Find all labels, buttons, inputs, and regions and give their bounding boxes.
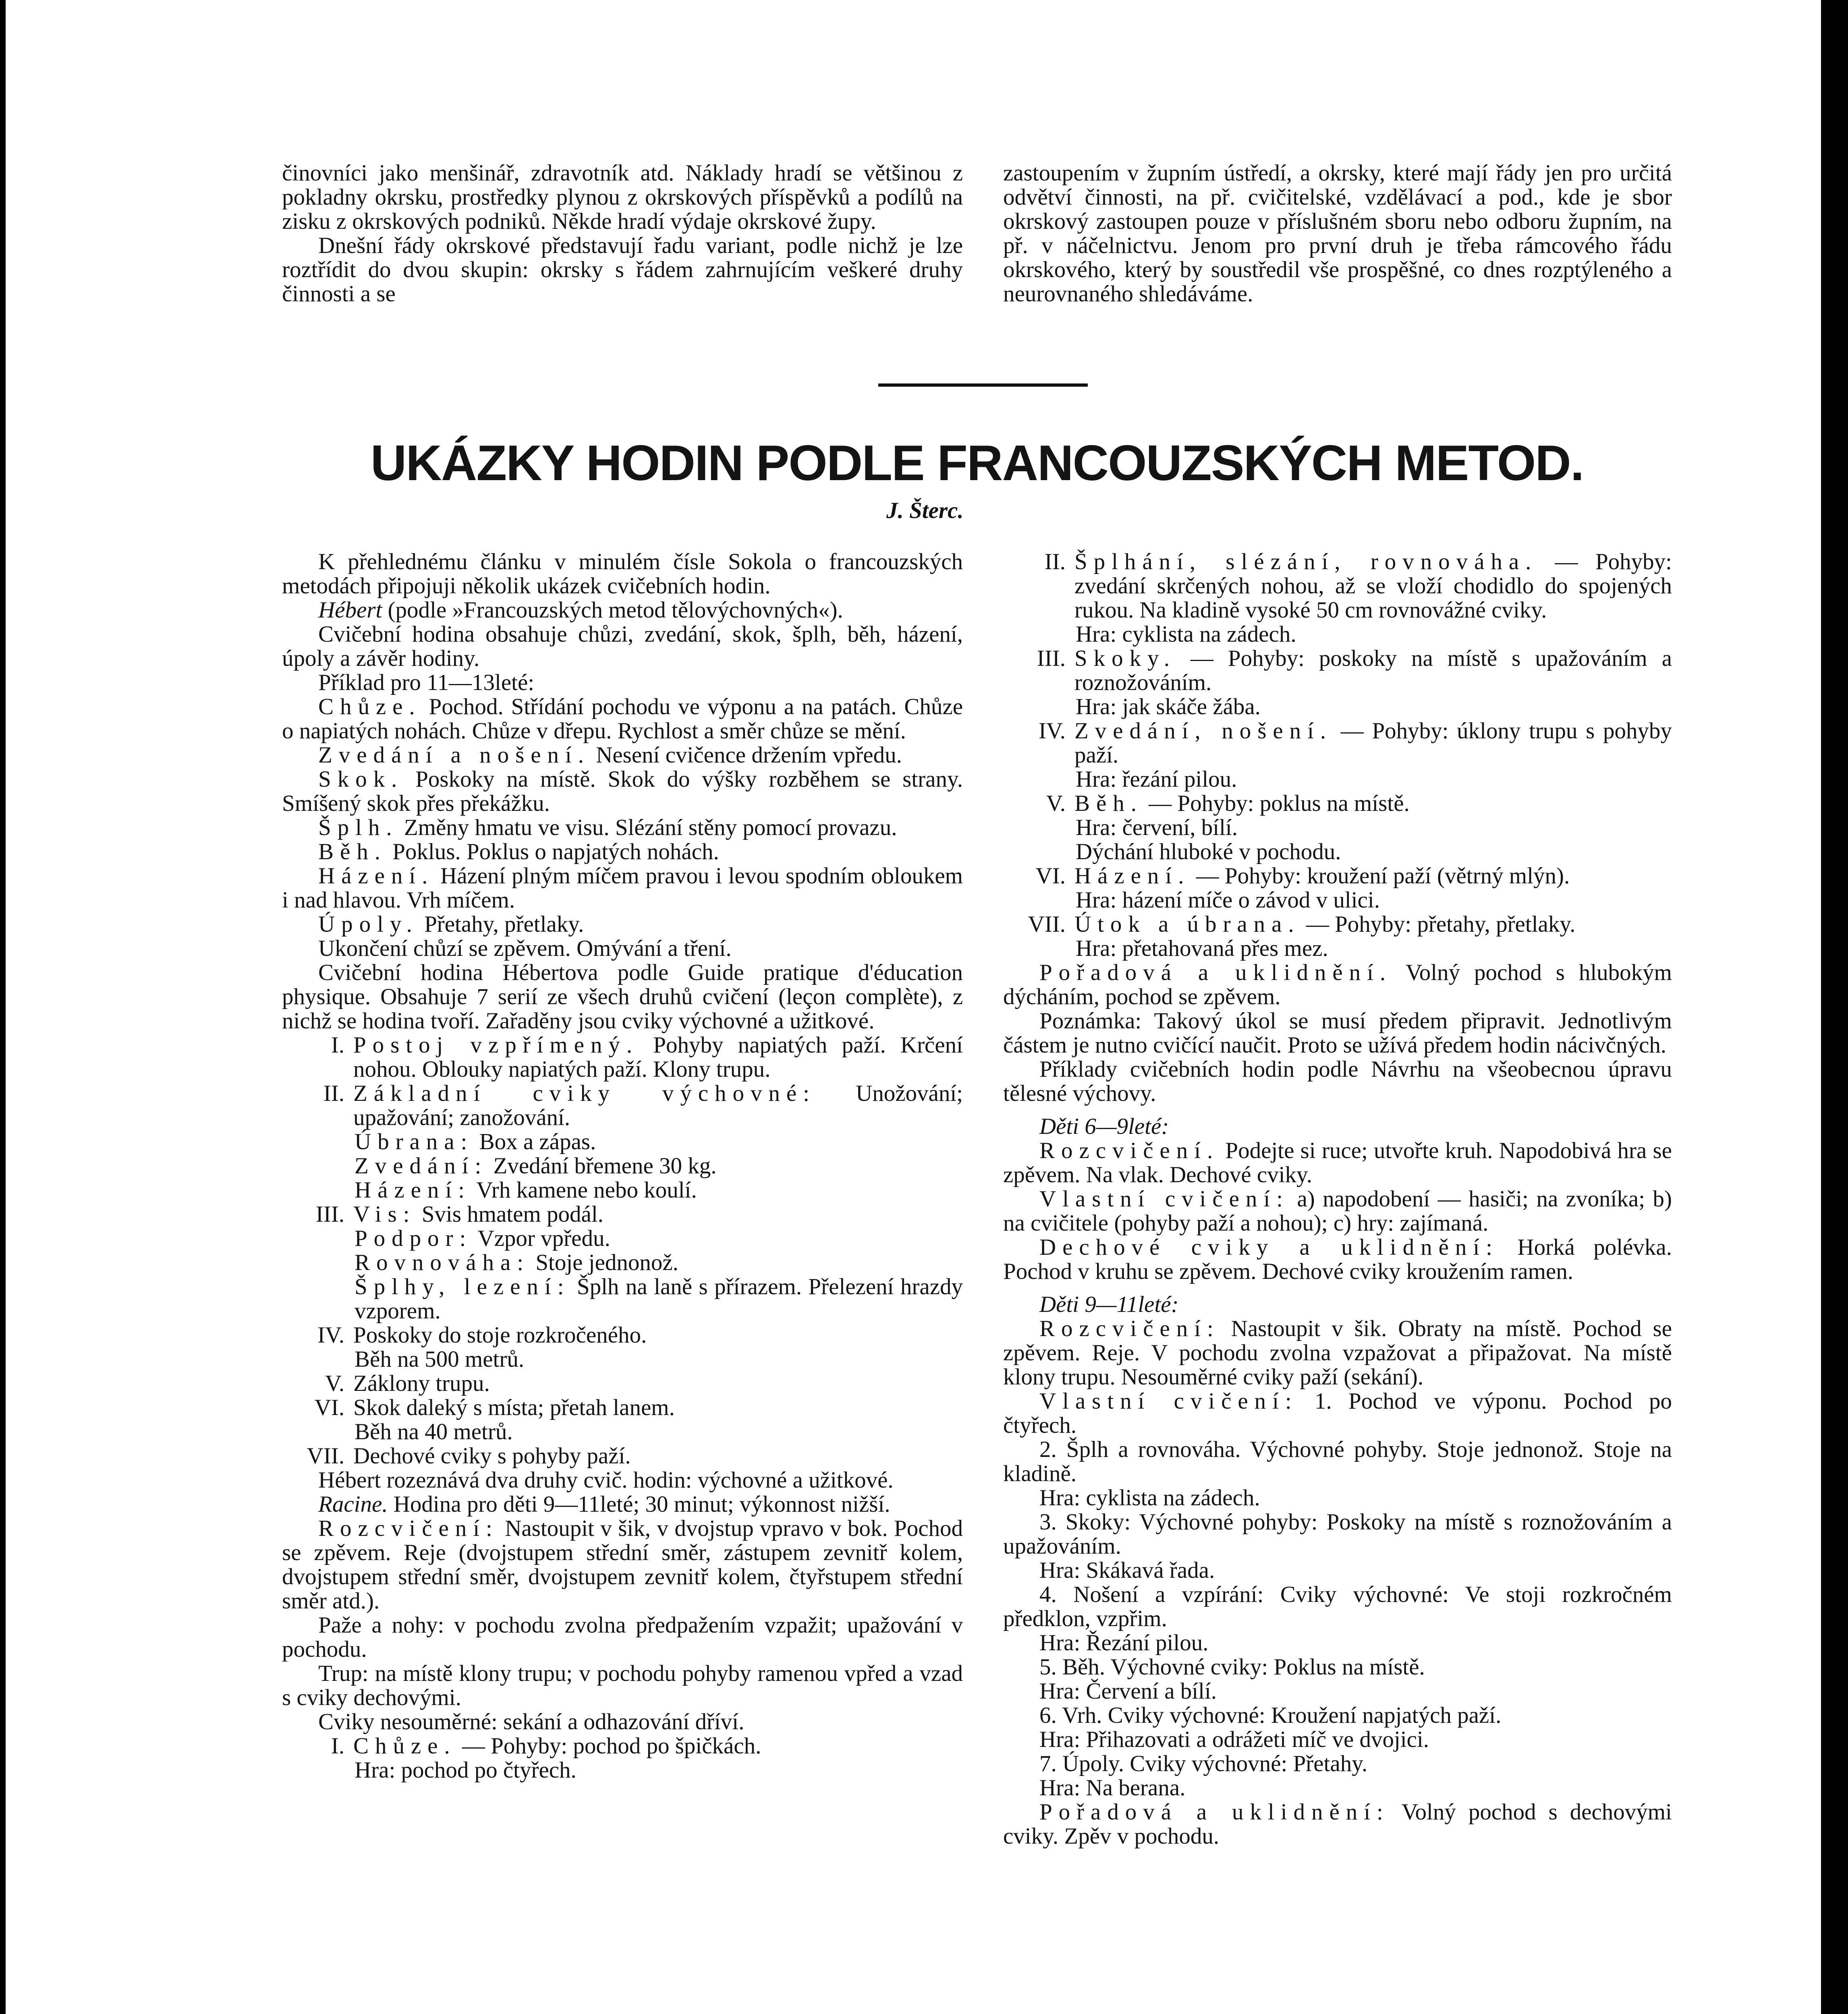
paragraph-text: Nastoupit v šik. Obraty na místě. Pochod se zpěvem. Reje. V pochodu zvolna vzpažovat a připažovat. Na místě klony trupu. Nesouměrné cviky paží (sekání). (1003, 1316, 1672, 1390)
scan-border-left (0, 0, 6, 2014)
paragraph (282, 598, 963, 622)
paragraph-text: Poklus. Poklus o napjatých nohách. (386, 839, 719, 864)
paragraph-text: Běh na 500 metrů. (355, 1347, 525, 1372)
numbered-exercise (282, 1396, 963, 1420)
exercise-text (1074, 864, 1672, 888)
paragraph-text: Unožování; upažování; zanožování. (353, 1081, 963, 1130)
section-number: VII. (1028, 912, 1066, 937)
paragraph (1003, 1486, 1672, 1510)
paragraph (282, 912, 963, 937)
paragraph-text: Nesení cvičence držením vpředu. (590, 742, 902, 768)
paragraph (282, 1613, 963, 1662)
paragraph-text: Příklady cvičebních hodin podle Návrhu na všeobecnou úpravu tělesné výchovy. (1003, 1057, 1672, 1106)
paragraph-text: a) napodobení — hasiči; na zvoníka; b) na cvičitele (pohyby paží a nohou); c) hry: zajímaná. (1003, 1186, 1672, 1236)
spaced-term: Šplhy, lezení: (355, 1274, 570, 1299)
paragraph-text: Hra: Řezání pilou. (1039, 1630, 1209, 1656)
spaced-term: Házení. (318, 863, 434, 889)
spaced-term: Pořadová a uklidnění: (1039, 1799, 1390, 1825)
paragraph-text: Hra: Skákavá řada. (1039, 1558, 1215, 1583)
paragraph-text: 1. Pochod ve výponu. Pochod po čtyřech. (1003, 1388, 1672, 1438)
section-divider (878, 383, 1088, 387)
paragraph-text: Hra: červení, bílí. (1076, 815, 1238, 840)
paragraph (282, 695, 963, 743)
paragraph (282, 1347, 963, 1372)
paragraph (1003, 937, 1672, 961)
paragraph (1003, 767, 1672, 792)
paragraph-text: Zvedání břemene 30 kg. (487, 1153, 717, 1179)
paragraph-text: K přehlednému článku v minulém čísle Sokola o francouzských metodách připojuji několik ukázek cvičebních hodin. (282, 549, 963, 599)
section-number: III. (315, 1202, 344, 1227)
section-number: V. (325, 1371, 344, 1396)
scan-border-right (1821, 0, 1848, 2014)
spaced-term: Postoj vzpřímený. (353, 1032, 639, 1058)
paragraph (282, 1420, 963, 1444)
paragraph-text: — Pohyby: poklus na místě. (1143, 791, 1410, 816)
exercise-text (353, 1396, 963, 1420)
paragraph (1003, 1317, 1672, 1389)
paragraph-text: Příklad pro 11—13leté: (318, 670, 535, 695)
paragraph (1003, 1389, 1672, 1438)
section-number: I. (331, 1032, 344, 1058)
paragraph (282, 1517, 963, 1613)
numbered-exercise (282, 1082, 963, 1130)
previous-article-right-column (1003, 161, 1672, 306)
section-number: III. (1037, 646, 1066, 671)
paragraph (1003, 1655, 1672, 1679)
paragraph-text: Pochod. Střídání pochodu ve výponu a na patách. Chůze o napiatých nohách. Chůze v dřepu. Rychlost a směr chůze se mění. (282, 694, 963, 744)
paragraph-text: zastoupením v župním ústředí, a okrsky, které mají řády jen pro určitá odvětví činnosti, na př. cvičitelské, vzdělávací a pod., kde je sbor okrskový zastoupen pouze v příslušném sboru nebo odboru župním, na př. v náčelnictvu. Jenom pro první druh je třeba rámcového řádu okrskového, který by soustředil vše prospěšné, co dnes rozptýleného a neurovnaného shledáváme. (1003, 160, 1672, 307)
italic-label: Děti 9—11leté: (1039, 1292, 1179, 1317)
paragraph-text: Poznámka: Takový úkol se musí předem připravit. Jednotlivým částem je nutno cvičící naučit. Proto se užívá předem hodin nácivčných. (1003, 1008, 1672, 1058)
paragraph-text: Hodina pro děti 9—11leté; 30 minut; výkonnost nižší. (388, 1492, 890, 1517)
paragraph (1003, 1438, 1672, 1486)
paragraph-text: Dýchání hluboké v pochodu. (1076, 839, 1341, 864)
paragraph-text: Hra: jak skáče žába. (1076, 694, 1261, 719)
paragraph-text: Hra: Přihazovati a odrážeti míč ve dvojici. (1039, 1727, 1429, 1752)
paragraph (282, 816, 963, 840)
paragraph-text: Nastoupit v šik, v dvojstup vpravo v bok. Pochod se zpěvem. Reje (dvojstupem střední směr, zástupem zevnitř kolem, dvojstupem střední směr, dvojstupem zevnitř kolem, čtyřstupem střední směr atd.). (282, 1516, 963, 1614)
paragraph-text: — Pohyby: úklony trupu s pohyby paží. (1074, 718, 1672, 768)
exercise-text (353, 1323, 963, 1347)
paragraph-text: Cvičební hodina Hébertova podle Guide pratique d'éducation physique. Obsahuje 7 serií ze všech druhů cvičení (leçon complète), z nichž se hodina tvoří. Zařaděny jsou cviky výchovné a užitkové. (282, 960, 963, 1034)
spaced-term: Zvedání a nošení. (318, 742, 590, 768)
paragraph (1003, 1115, 1672, 1139)
spaced-term: Zvedání: (355, 1153, 488, 1179)
paragraph (282, 1251, 963, 1275)
paragraph-text: 6. Vrh. Cviky výchovné: Kroužení napjatých paží. (1039, 1703, 1502, 1728)
spaced-term: Vlastní cvičení: (1039, 1186, 1289, 1212)
paragraph-text: Házení plným míčem pravou i levou spodním obloukem i nad hlavou. Vrh míčem. (282, 863, 963, 913)
paragraph-text: Ukončení chůzí se zpěvem. Omývání a tření. (318, 936, 732, 961)
paragraph (1003, 1776, 1672, 1800)
paragraph (1003, 1510, 1672, 1558)
section-number: IV. (1038, 718, 1066, 744)
exercise-text (1074, 792, 1672, 816)
paragraph (282, 961, 963, 1033)
exercise-text (353, 1202, 963, 1227)
paragraph-text: Hébert rozeznává dva druhy cvič. hodin: výchovné a užitkové. (318, 1467, 894, 1493)
paragraph-text: Přetahy, přetlaky. (418, 912, 584, 937)
paragraph (282, 937, 963, 961)
paragraph-text: 3. Skoky: Výchovné pohyby: Poskoky na místě s roznožováním a upažováním. (1003, 1509, 1672, 1559)
spaced-term: Úbrana: (355, 1129, 474, 1154)
spaced-term: Rozcvičení. (1039, 1138, 1220, 1163)
paragraph-text: Hra: cyklista na zádech. (1076, 622, 1296, 647)
section-number: VII. (307, 1443, 344, 1469)
paragraph (1003, 816, 1672, 840)
section-number: V. (1046, 791, 1066, 816)
paragraph (1003, 1139, 1672, 1187)
paragraph (282, 840, 963, 864)
numbered-exercise (282, 1202, 963, 1227)
paragraph (282, 234, 963, 306)
spaced-term: Běh. (318, 839, 387, 864)
paragraph (282, 767, 963, 816)
article-author: J. Šterc. (886, 498, 964, 523)
paragraph-text: Šplh na laně s přírazem. Přelezení hrazdy vzporem. (355, 1274, 963, 1324)
article-title: UKÁZKY HODIN PODLE FRANCOUZSKÝCH METOD. (370, 435, 1584, 491)
paragraph-text: — Pohyby: pochod po špičkách. (456, 1733, 761, 1759)
paragraph (1003, 695, 1672, 719)
paragraph-text: Paže a nohy: v pochodu zvolna předpažením vzpažit; upažování v pochodu. (282, 1612, 963, 1662)
spaced-term: Chůze. (353, 1733, 456, 1759)
paragraph (282, 1178, 963, 1202)
paragraph-text: Cvičební hodina obsahuje chůzi, zvedání, skok, šplh, běh, házení, úpoly a závěr hodiny. (282, 622, 963, 671)
paragraph (282, 1227, 963, 1251)
paragraph-text: — Pohyby: kroužení paží (větrný mlýn). (1190, 863, 1570, 889)
numbered-exercise (282, 1372, 963, 1396)
paragraph-text: Hra: Na berana. (1039, 1775, 1186, 1801)
paragraph-text: Hra: pochod po čtyřech. (355, 1757, 577, 1783)
paragraph (282, 1154, 963, 1178)
spaced-term: Útok a úbrana. (1074, 912, 1300, 937)
paragraph-text: Volný pochod s hlubokým dýcháním, pochod se zpěvem. (1003, 960, 1672, 1009)
section-number: I. (331, 1733, 344, 1759)
exercise-text (1074, 646, 1672, 695)
italic-label: Hébert (318, 597, 382, 623)
numbered-exercise (282, 1734, 963, 1758)
paragraph (282, 1275, 963, 1323)
exercise-text (353, 1033, 963, 1082)
section-number: II. (323, 1081, 344, 1106)
spaced-term: Dechové cviky a uklidnění: (1039, 1235, 1499, 1260)
spaced-term: Šplh. (318, 815, 398, 840)
section-number: IV. (317, 1322, 344, 1348)
paragraph-text: 7. Úpoly. Cviky výchovné: Přetahy. (1039, 1751, 1368, 1776)
paragraph-text: Vrh kamene nebo koulí. (471, 1177, 697, 1203)
paragraph (1003, 1583, 1672, 1631)
exercise-text (353, 1372, 963, 1396)
paragraph (282, 1468, 963, 1492)
paragraph (1003, 1728, 1672, 1752)
paragraph (282, 550, 963, 598)
paragraph-text: Záklony trupu. (353, 1371, 490, 1396)
paragraph-text: Stoje jednonož. (530, 1250, 678, 1275)
paragraph-text: 4. Nošení a vzpírání: Cviky výchovné: Ve stoji rozkročném předklon, vzpřim. (1003, 1582, 1672, 1631)
article-left-column (282, 550, 963, 1782)
paragraph-gap (1003, 1106, 1672, 1115)
spaced-term: Zvedání, nošení. (1074, 718, 1333, 744)
exercise-text (353, 1444, 963, 1468)
paragraph (1003, 622, 1672, 646)
spaced-term: Vlastní cvičení: (1039, 1388, 1298, 1414)
paragraph-text: Svis hmatem podál. (416, 1202, 604, 1227)
paragraph (1003, 1235, 1672, 1284)
paragraph (282, 622, 963, 671)
previous-article-left-column (282, 161, 963, 306)
paragraph-text: 2. Šplh a rovnováha. Výchovné pohyby. Stoje jednonož. Stoje na kladině. (1003, 1437, 1672, 1486)
paragraph (282, 671, 963, 695)
paragraph-text: Podejte si ruce; utvořte kruh. Napodobivá hra se zpěvem. Na vlak. Dechové cviky. (1003, 1138, 1672, 1187)
paragraph-text: 5. Běh. Výchovné cviky: Poklus na místě. (1039, 1654, 1425, 1680)
paragraph (282, 1662, 963, 1710)
paragraph-text: činovníci jako menšinář, zdravotník atd. Náklady hradí se většinou z pokladny okrsku, prostředky plynou z okrskových příspěvků a podílů na zisku z okrskových podniků. Někde hradí výdaje okrskové župy. (282, 160, 963, 234)
paragraph (282, 161, 963, 234)
section-number: VI. (314, 1395, 344, 1420)
paragraph-text: Hra: cyklista na zádech. (1039, 1485, 1260, 1510)
paragraph-text: Poskoky do stoje rozkročeného. (353, 1322, 647, 1348)
spaced-term: Základní cviky výchovné: (353, 1081, 816, 1106)
paragraph-text: Trup: na místě klony trupu; v pochodu pohyby ramenou vpřed a vzad s cviky dechovými. (282, 1661, 963, 1710)
exercise-text (353, 1734, 963, 1758)
paragraph (1003, 161, 1672, 306)
paragraph-text: Změny hmatu ve visu. Slézání stěny pomocí provazu. (398, 815, 897, 840)
spaced-term: Házení: (355, 1177, 471, 1203)
paragraph-text: Horká polévka. Pochod v kruhu se zpěvem. Dechové cviky kroužením ramen. (1003, 1235, 1672, 1284)
spaced-term: Házení. (1074, 863, 1191, 889)
spaced-term: Vis: (353, 1202, 416, 1227)
numbered-exercise (282, 1033, 963, 1082)
numbered-exercise (1003, 864, 1672, 888)
paragraph-text: Vzpor vpředu. (472, 1226, 610, 1251)
paragraph (282, 743, 963, 767)
paragraph (1003, 1703, 1672, 1728)
paragraph (1003, 1752, 1672, 1776)
exercise-text (1074, 719, 1672, 767)
paragraph (282, 1130, 963, 1154)
paragraph (1003, 888, 1672, 912)
paragraph-text: Box a zápas. (473, 1129, 596, 1154)
paragraph-text: Hra: řezání pilou. (1076, 767, 1237, 792)
spaced-term: Běh. (1074, 791, 1143, 816)
paragraph-text: (podle »Francouzských metod tělovýchovných«). (382, 597, 843, 623)
paragraph (1003, 1057, 1672, 1106)
spaced-term: Pořadová a uklidnění. (1039, 960, 1392, 985)
paragraph-text: — Pohyby: přetahy, přetlaky. (1300, 912, 1576, 937)
paragraph-text: Skok daleký s místa; přetah lanem. (353, 1395, 675, 1420)
paragraph-text: Běh na 40 metrů. (355, 1419, 513, 1444)
paragraph-text: Hra: Červení a bílí. (1039, 1678, 1217, 1704)
paragraph (1003, 1800, 1672, 1848)
paragraph-gap (1003, 1284, 1672, 1293)
paragraph-text: Dnešní řády okrskové představují řadu variant, podle nichž je lze roztřídit do dvou skupin: okrsky s řádem zahrnujícím veškeré druhy činnosti a se (282, 233, 963, 307)
paragraph-text: Volný pochod s dechovými cviky. Zpěv v pochodu. (1003, 1799, 1672, 1849)
numbered-exercise (282, 1323, 963, 1347)
spaced-term: Rozcvičení: (1039, 1316, 1220, 1341)
paragraph (1003, 840, 1672, 864)
paragraph (1003, 1009, 1672, 1057)
paragraph-text: Hra: házení míče o závod v ulici. (1076, 887, 1380, 913)
paragraph (1003, 1679, 1672, 1703)
paragraph (1003, 1631, 1672, 1655)
paragraph-text: — Pohyby: zvedání skrčených nohou, až se vloží chodidlo do spojených rukou. Na kladině vysoké 50 cm rovnovážné cviky. (1074, 549, 1672, 623)
paragraph-text: Pohyby napiatých paží. Krčení nohou. Oblouky napiatých paží. Klony trupu. (353, 1032, 963, 1082)
spaced-term: Chůze. (318, 694, 421, 719)
italic-label: Děti 6—9leté: (1039, 1114, 1169, 1139)
spaced-term: Podpor: (355, 1226, 473, 1251)
section-number: II. (1044, 549, 1066, 574)
spaced-term: Šplhání, slézání, rovnováha. (1074, 549, 1538, 574)
paragraph (282, 1758, 963, 1782)
spaced-term: Rozcvičení: (318, 1516, 499, 1541)
paragraph (282, 864, 963, 912)
italic-label: Racine. (318, 1492, 388, 1517)
paragraph (1003, 1293, 1672, 1317)
spaced-term: Úpoly. (318, 912, 419, 937)
numbered-exercise (1003, 646, 1672, 695)
spaced-term: Skoky. (1074, 646, 1176, 671)
paragraph (1003, 1558, 1672, 1583)
exercise-text (1074, 912, 1672, 937)
exercise-text (1074, 550, 1672, 622)
spaced-term: Skok. (318, 767, 404, 792)
numbered-exercise (282, 1444, 963, 1468)
exercise-text (353, 1082, 963, 1130)
paragraph (1003, 961, 1672, 1009)
spaced-term: Rovnováha: (355, 1250, 530, 1275)
paragraph-text: — Pohyby: poskoky na místě s upažováním a roznožováním. (1074, 646, 1672, 695)
paragraph-text: Cviky nesouměrné: sekání a odhazování dříví. (318, 1709, 745, 1734)
paragraph (282, 1492, 963, 1517)
numbered-exercise (1003, 550, 1672, 622)
paragraph-text: Hra: přetahovaná přes mez. (1076, 936, 1328, 961)
numbered-exercise (1003, 792, 1672, 816)
paragraph (282, 1710, 963, 1734)
paragraph-text: Dechové cviky s pohyby paží. (353, 1443, 631, 1469)
numbered-exercise (1003, 912, 1672, 937)
section-number: VI. (1035, 863, 1066, 889)
paragraph-text: Poskoky na místě. Skok do výšky rozběhem se strany. Smíšený skok přes překážku. (282, 767, 963, 816)
paragraph (1003, 1187, 1672, 1235)
article-right-column (1003, 550, 1672, 1848)
numbered-exercise (1003, 719, 1672, 767)
